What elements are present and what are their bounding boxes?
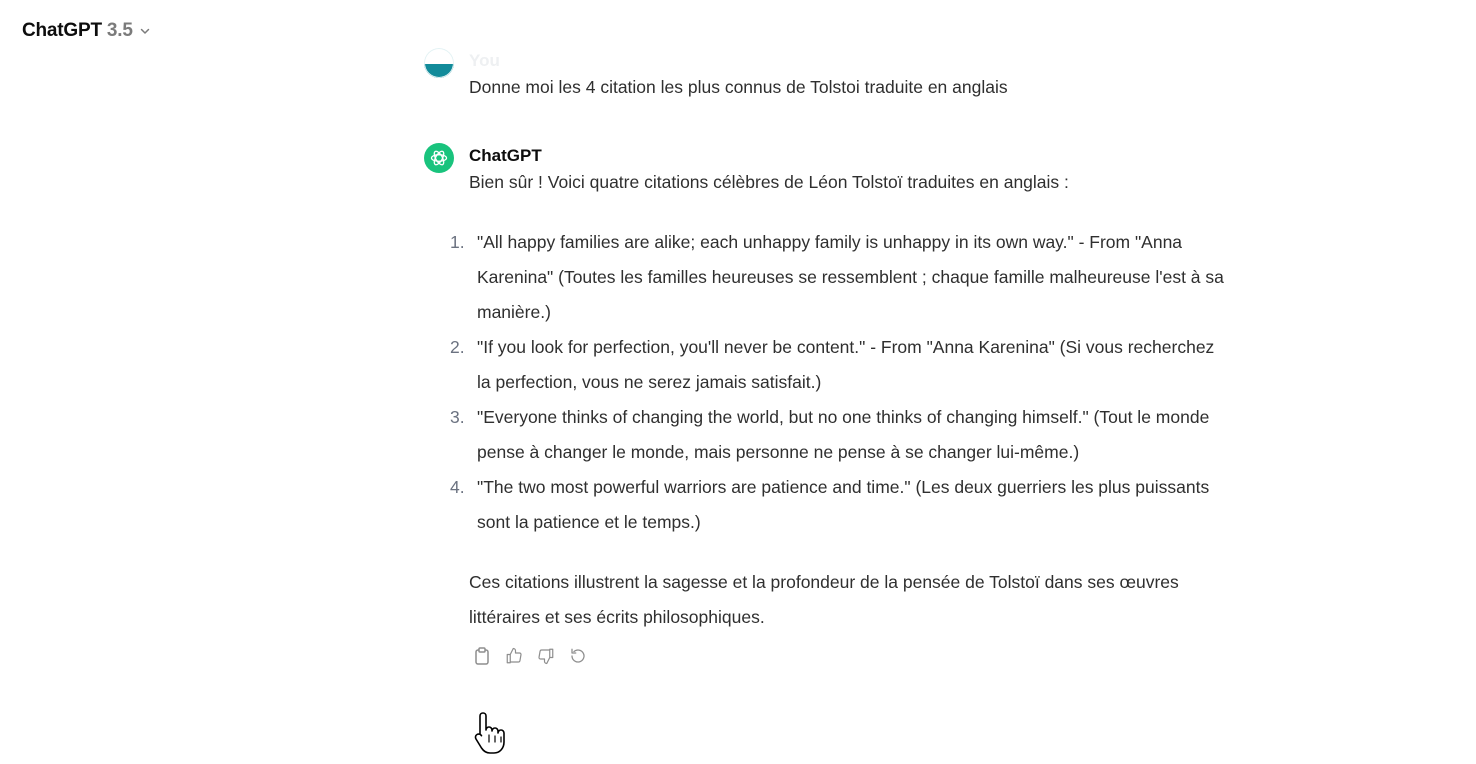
list-item: [450, 400, 1224, 470]
list-item: [450, 330, 1224, 400]
list-item-text: "If you look for perfection, you'll never be content." - From "Anna Karenina" (Si vous recherchez la perfection, vous ne serez jamais satisfait.): [477, 337, 1215, 392]
assistant-author-label: ChatGPT: [469, 146, 542, 165]
chatgpt-logo-icon: [424, 143, 454, 173]
assistant-intro-text: Bien sûr ! Voici quatre citations célèbres de Léon Tolstoï traduites en anglais :: [469, 172, 1069, 192]
list-item-number: 2.: [450, 337, 465, 357]
user-message-text: Donne moi les 4 citation les plus connus de Tolstoi traduite en anglais: [469, 77, 1008, 97]
chevron-down-icon: [139, 25, 151, 37]
model-selector[interactable]: [22, 20, 151, 42]
list-item-text: "All happy families are alike; each unhappy family is unhappy in its own way." - From "Anna Karenina" (Toutes les familles heureuses se ressemblent ; chaque famille malheureuse l'est à sa manière.): [477, 232, 1224, 322]
model-name: ChatGPT: [22, 20, 102, 41]
list-item: [450, 225, 1224, 330]
thumbs-up-icon[interactable]: [505, 647, 523, 665]
list-item-number: 1.: [450, 232, 465, 252]
user-author-label: You: [469, 51, 500, 70]
thumbs-down-icon[interactable]: [537, 647, 555, 665]
regenerate-icon[interactable]: [569, 647, 587, 665]
list-item-text: "The two most powerful warriors are patience and time." (Les deux guerriers les plus puissants sont la patience et le temps.): [477, 477, 1210, 532]
quote-list: [450, 225, 1224, 540]
user-avatar: [424, 48, 454, 78]
list-item-number: 4.: [450, 477, 465, 497]
clipboard-icon[interactable]: [473, 647, 491, 665]
message-actions: [469, 647, 1224, 665]
model-version: 3.5: [106, 20, 133, 41]
list-item-text: "Everyone thinks of changing the world, but no one thinks of changing himself." (Tout le monde pense à changer le monde, mais personne ne pense à se changer lui-même.): [477, 407, 1210, 462]
list-item-number: 3.: [450, 407, 465, 427]
conversation-thread: [424, 48, 1224, 665]
assistant-outro-text: Ces citations illustrent la sagesse et la profondeur de la pensée de Tolstoï dans ses œuvres littéraires et ses écrits philosophiques.: [469, 572, 1179, 627]
user-message: [424, 48, 1224, 105]
list-item: [450, 470, 1224, 540]
assistant-message: [424, 143, 1224, 665]
hand-pointer-icon: [474, 711, 510, 759]
